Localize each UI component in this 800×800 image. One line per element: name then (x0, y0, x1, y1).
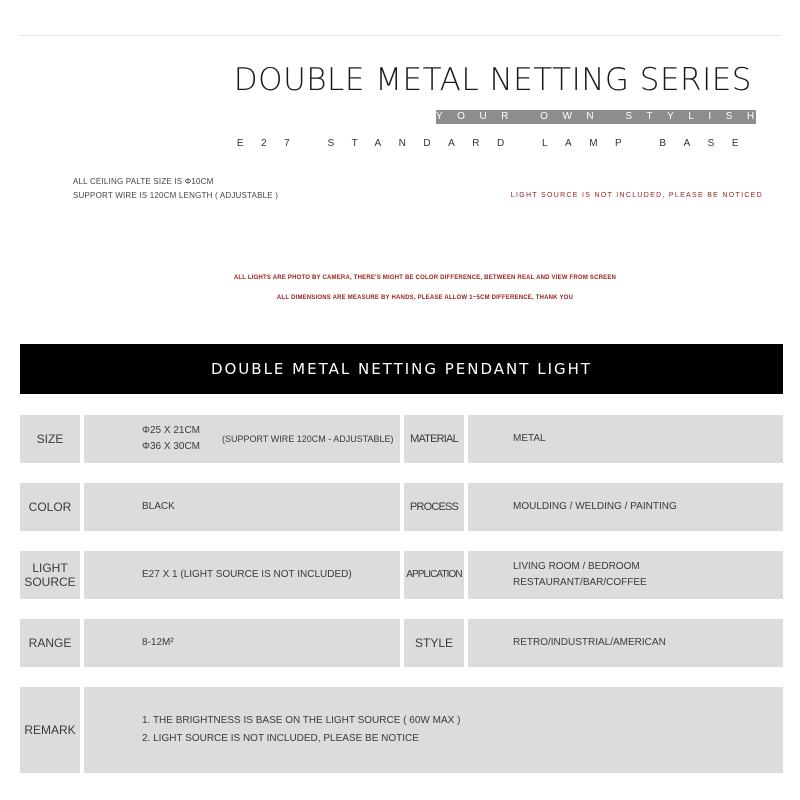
light-source-label-line-1: LIGHT (32, 561, 68, 575)
light-source-label-stack (24, 561, 75, 589)
material-value: METAL (468, 415, 783, 463)
remark-line-1: 1. THE BRIGHTNESS IS BASE ON THE LIGHT SOURCE ( 60W MAX ) (142, 715, 461, 726)
size-value (84, 415, 400, 463)
section-title-bar: DOUBLE METAL NETTING PENDANT LIGHT (20, 344, 783, 394)
size-wire-note: (SUPPORT WIRE 120CM - ADJUSTABLE) (222, 434, 394, 444)
application-value (468, 551, 783, 599)
support-wire-note: SUPPORT WIRE IS 120CM LENGTH ( ADJUSTABLE ) (73, 191, 279, 200)
application-label: APPLICATION (404, 551, 464, 599)
lamp-base-subtitle: E27 STANDARD LAMP BASE (236, 138, 756, 149)
remark-label: REMARK (20, 687, 80, 773)
size-line-1: Φ25 X 21CM (142, 425, 201, 436)
application-line-2: RESTAURANT/BAR/COFFEE (513, 577, 647, 588)
color-label: COLOR (20, 483, 80, 531)
size-line-2: Φ36 X 30CM (142, 441, 201, 452)
disclaimer-dimensions: ALL DIMENSIONS ARE MEASURE BY HANDS, PLEASE ALLOW 1~5CM DIFFERENCE, THANK YOU (276, 295, 574, 301)
process-label: PROCESS (404, 483, 464, 531)
material-label: MATERIAL (404, 415, 464, 463)
light-source-label-line-2: SOURCE (24, 575, 76, 589)
style-value: RETRO/INDUSTRIAL/AMERICAN (468, 619, 783, 667)
tagline-banner: YOUR OWN STYLISH (436, 111, 769, 122)
size-label: SIZE (20, 415, 80, 463)
top-divider (20, 35, 780, 36)
light-source-notice: LIGHT SOURCE IS NOT INCLUDED, PLEASE BE NOTICED (510, 192, 763, 199)
remark-line-2: 2. LIGHT SOURCE IS NOT INCLUDED, PLEASE BE NOTICE (142, 733, 419, 744)
size-dimensions (142, 423, 200, 455)
remark-lines (142, 712, 460, 748)
disclaimers (0, 268, 800, 308)
page-title: DOUBLE METAL NETTING SERIES (233, 62, 752, 98)
process-value: MOULDING / WELDING / PAINTING (468, 483, 783, 531)
application-lines (513, 559, 647, 591)
color-value: BLACK (84, 483, 400, 531)
light-source-label (20, 551, 80, 599)
style-label: STYLE (404, 619, 464, 667)
disclaimer-color: ALL LIGHTS ARE PHOTO BY CAMERA, THERE'S MIGHT BE COLOR DIFFERENCE, BETWEEN REAL AND VIEW FROM SCREEN (233, 275, 617, 281)
range-label: RANGE (20, 619, 80, 667)
light-source-value: E27 X 1 (LIGHT SOURCE IS NOT INCLUDED) (84, 551, 400, 599)
range-value: 8-12M² (84, 619, 400, 667)
spec-notes (73, 175, 278, 203)
application-line-1: LIVING ROOM / BEDROOM (513, 561, 640, 572)
remark-value (84, 687, 783, 773)
ceiling-plate-note: ALL CEILING PALTE SIZE IS Φ10CM (73, 177, 214, 186)
